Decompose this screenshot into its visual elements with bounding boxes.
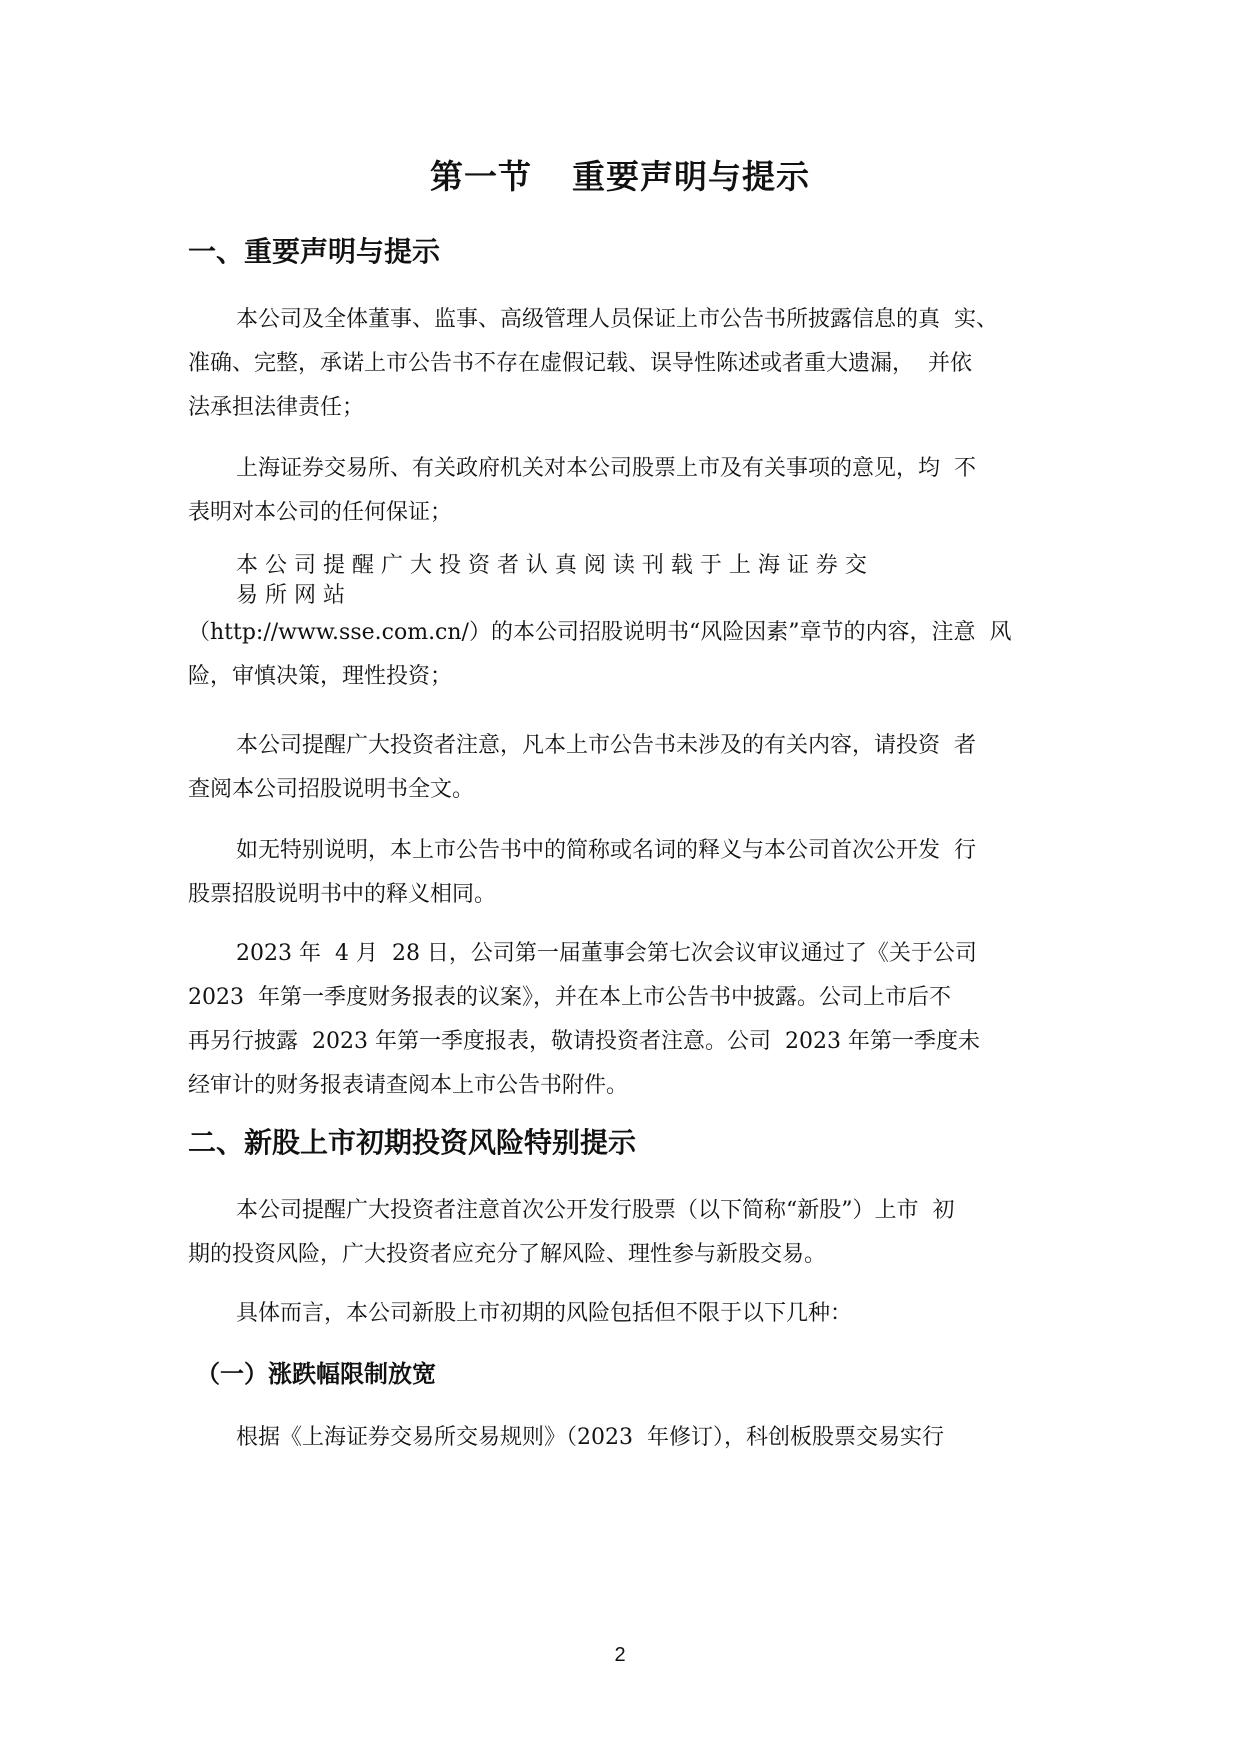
paragraph — [188, 1292, 1088, 1336]
text-line: 经审计的财务报表请查阅本上市公告书附件。 — [188, 1073, 629, 1098]
text-line: 期的投资风险，广大投资者应充分了解风险、理性参与新股交易。 — [188, 1242, 827, 1267]
text-line: 再另行披露 2023 年第一季度报表，敬请投资者注意。公司 2023 年第一季度未 — [188, 1029, 980, 1054]
text-line: 本公司及全体董事、监事、高级管理人员保证上市公告书所披露信息的真 实、 — [236, 307, 998, 332]
text-line: 2023 年 4 月 28 日，公司第一届董事会第七次会议审议通过了《关于公司 — [236, 941, 977, 966]
chapter-title — [0, 155, 1240, 199]
paragraph — [188, 829, 1088, 917]
subsection-heading: （一）涨跌幅限制放宽 — [196, 1360, 436, 1388]
text-line: 险，审慎决策，理性投资； — [188, 664, 453, 689]
paragraph — [188, 298, 1088, 430]
paragraph — [188, 1189, 1088, 1277]
paragraph — [188, 724, 1088, 812]
text-line: （http://www.sse.com.cn/）的本公司招股说明书“风险因素”章节的内容，注意 风 — [188, 620, 1012, 645]
paragraph — [188, 447, 1088, 535]
text-line: 查阅本公司招股说明书全文。 — [188, 777, 475, 802]
section-heading: 一、重要声明与提示 — [188, 235, 441, 268]
paragraph — [188, 551, 1088, 699]
text-line: 表明对本公司的任何保证； — [188, 500, 453, 525]
text-line: 如无特别说明，本上市公告书中的简称或名词的释义与本公司首次公开发 行 — [236, 838, 976, 863]
page-number: 2 — [614, 1644, 626, 1666]
text-line: 本 公 司 提 醒 广 大 投 资 者 认 真 阅 读 刊 载 于 上 海 证 券 交 — [236, 553, 867, 578]
paragraph — [188, 1416, 1088, 1460]
text-line: 本公司提醒广大投资者注意，凡本上市公告书未涉及的有关内容，请投资 者 — [236, 733, 976, 758]
text-line: 法承担法律责任； — [188, 395, 365, 420]
chapter-name: 重要声明与提示 — [572, 157, 810, 196]
section-heading: 二、新股上市初期投资风险特别提示 — [188, 1126, 637, 1159]
text-line: 根据《上海证券交易所交易规则》（2023 年修订），科创板股票交易实行 — [236, 1425, 944, 1450]
text-line: 上海证券交易所、有关政府机关对本公司股票上市及有关事项的意见，均 不 — [236, 456, 976, 481]
text-line: 准确、完整，承诺上市公告书不存在虚假记载、误导性陈述或者重大遗漏， 并依 — [188, 351, 972, 376]
paragraph — [188, 932, 1088, 1108]
text-line: 股票招股说明书中的释义相同。 — [188, 882, 497, 907]
text-line: 本公司提醒广大投资者注意首次公开发行股票（以下简称“新股”）上市 初 — [236, 1198, 955, 1223]
text-line: 2023 年第一季度财务报表的议案》，并在本上市公告书中披露。公司上市后不 — [188, 985, 951, 1010]
chapter-number: 第一节 — [430, 157, 532, 196]
text-line: 具体而言，本公司新股上市初期的风险包括但不限于以下几种： — [236, 1301, 853, 1326]
text-line: 易 所 网 站 — [236, 583, 345, 608]
